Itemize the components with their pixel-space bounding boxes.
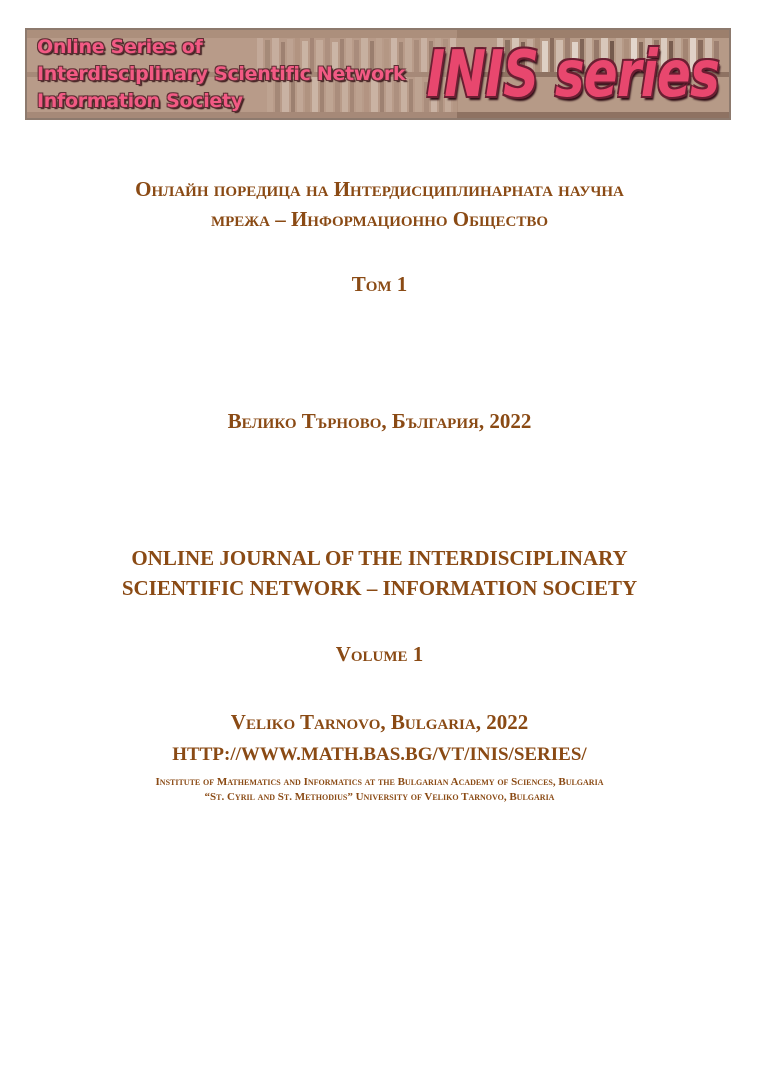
institutions [0,775,759,805]
series-url-link[interactable]: HTTP://WWW.MATH.BAS.BG/VT/INIS/SERIES/ [172,744,587,765]
institution-line: Institute of Mathematics and Informatics at the Bulgarian Academy of Sciences, Bulgaria [155,776,604,788]
bulgarian-place-year: Велико Търново, България, 2022 [227,409,532,433]
bulgarian-volume: Том 1 [351,272,408,296]
english-place-year: Veliko Tarnovo, Bulgaria, 2022 [230,710,529,734]
bulgarian-title-line: мрежа – Информационно Общество [210,207,549,231]
banner-line: Online Series of [37,36,203,58]
banner-series-title [37,34,437,115]
english-title-line: ONLINE JOURNAL OF THE INTERDISCIPLINARY [131,546,628,570]
english-volume: Volume 1 [335,642,424,666]
header-banner [25,28,731,120]
banner-line: Interdisciplinary Scientific Network [37,63,406,85]
institution-line: “St. Cyril and St. Methodius” University of Veliko Tarnovo, Bulgaria [204,791,555,803]
bulgarian-title-line: Онлайн поредица на Интердисциплинарната научна [135,177,624,201]
inis-series-logo: INIS series [426,38,719,112]
english-title-line: SCIENTIFIC NETWORK – INFORMATION SOCIETY [121,576,638,600]
english-title [0,543,759,603]
bulgarian-title [0,174,759,234]
banner-line: Information Society [37,90,243,112]
